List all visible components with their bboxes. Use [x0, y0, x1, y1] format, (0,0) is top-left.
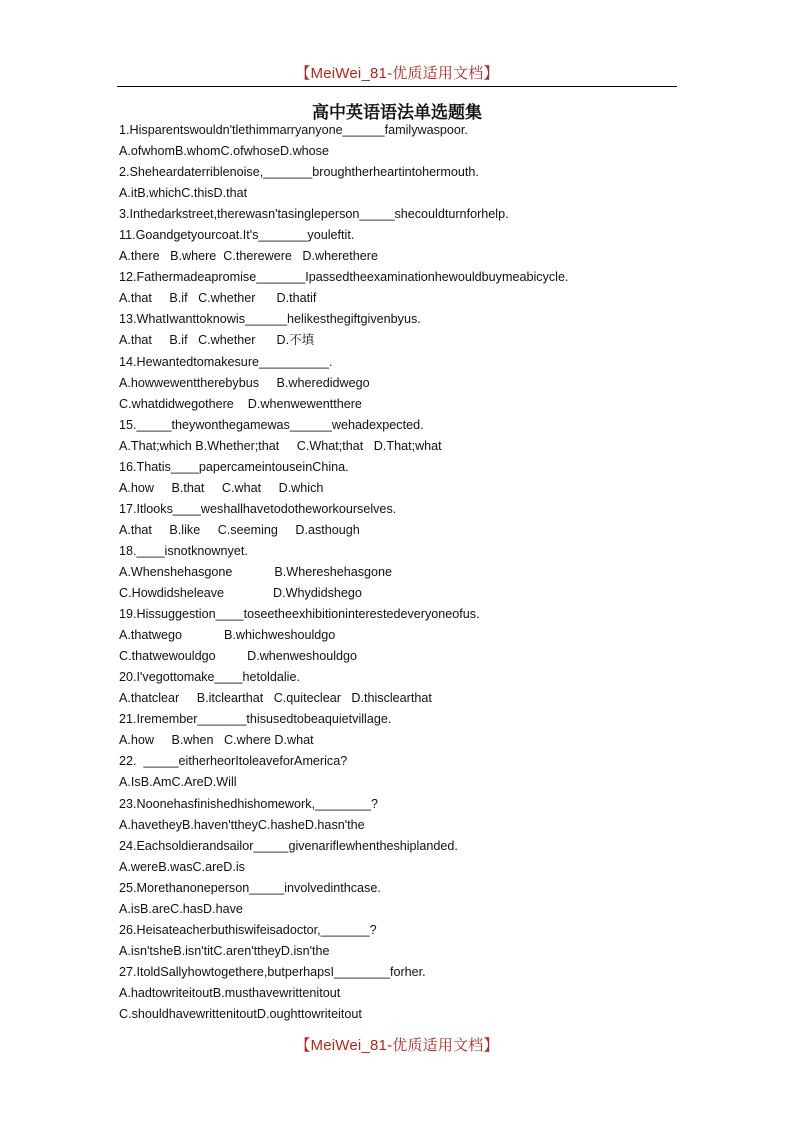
question-line: 14.Hewantedtomakesure__________.	[119, 354, 333, 369]
answer-options-line: A.how B.that C.what D.which	[119, 480, 324, 495]
answer-options-line: C.shouldhavewrittenitoutD.oughttowriteitout	[119, 1006, 362, 1021]
answer-options-line: A.That;which B.Whether;that C.What;that D.That;what	[119, 438, 442, 453]
question-line: 15._____theywonthegamewas______wehadexpected.	[119, 417, 424, 432]
question-line: 27.ItoldSallyhowtogethere,butperhapsI________forher.	[119, 964, 426, 979]
answer-options-line: A.IsB.AmC.AreD.Will	[119, 775, 237, 790]
answer-options-line: A.isn'tsheB.isn'titC.aren'ttheyD.isn'the	[119, 943, 330, 958]
question-line: 3.Inthedarkstreet,therewasn'tasingleperson_____shecouldturnforhelp.	[119, 207, 509, 222]
header-divider	[117, 86, 677, 87]
answer-options-line: A.Whenshehasgone B.Whereshehasgone	[119, 564, 393, 579]
answer-options-line: A.that B.if C.whether D.不填	[119, 333, 315, 348]
question-line: 1.Hisparentswouldn'tlethimmarryanyone______familywaspoor.	[119, 123, 468, 137]
question-line: 21.Iremember_______thisusedtobeaquietvillage.	[119, 712, 392, 727]
header-banner: 【MeiWei_81-优质适用文档】	[295, 65, 499, 82]
answer-options-line: A.that B.if C.whether D.thatif	[119, 291, 317, 306]
question-line: 11.Goandgetyourcoat.It's_______youleftit.	[119, 228, 355, 243]
question-line: 13.WhatIwanttoknowis______helikesthegiftgivenbyus.	[119, 312, 421, 327]
question-line: 19.Hissuggestion____toseetheexhibitioninterestedeveryoneofus.	[119, 607, 480, 622]
question-list	[119, 120, 689, 1025]
question-line: 26.Heisateacherbuthiswifeisadoctor,_______?	[119, 922, 377, 937]
footer-banner: 【MeiWei_81-优质适用文档】	[295, 1037, 499, 1054]
answer-options-line: C.whatdidwegothere D.whenwewentthere	[119, 396, 362, 411]
answer-options-line: A.thatclear B.itclearthat C.quiteclear D.thisclearthat	[119, 691, 432, 706]
question-line: 18.____isnotknownyet.	[119, 543, 248, 558]
question-line: 24.Eachsoldierandsailor_____givenariflewhentheshiplanded.	[119, 838, 458, 853]
answer-options-line: A.havetheyB.haven'ttheyC.hasheD.hasn'the	[119, 817, 365, 832]
answer-options-line: A.ofwhomB.whomC.ofwhoseD.whose	[119, 144, 329, 159]
answer-options-line: A.there B.where C.therewere D.wherethere	[119, 249, 378, 264]
question-line: 20.I'vegottomake____hetoldalie.	[119, 670, 300, 685]
question-line: 12.Fathermadeapromise_______Ipassedtheexaminationhewouldbuymeabicycle.	[119, 270, 569, 285]
answer-options-line: A.howwewenttherebybus B.wheredidwego	[119, 375, 370, 390]
answer-options-line: A.thatwego B.whichweshouldgo	[119, 628, 336, 643]
answer-options-line: A.how B.when C.where D.what	[119, 733, 314, 748]
document-title: 高中英语语法单选题集	[312, 103, 482, 123]
question-line: 22. _____eitherheorItoleaveforAmerica?	[119, 754, 348, 769]
answer-options-line: C.Howdidsheleave D.Whydidshego	[119, 586, 362, 601]
question-line: 25.Morethanoneperson_____involvedinthcase.	[119, 880, 381, 895]
answer-options-line: A.hadtowriteitoutB.musthavewrittenitout	[119, 985, 341, 1000]
answer-options-line: A.wereB.wasC.areD.is	[119, 859, 245, 874]
answer-options-line: A.isB.areC.hasD.have	[119, 901, 243, 916]
question-line: 16.Thatis____papercameintouseinChina.	[119, 459, 349, 474]
question-line: 23.Noonehasfinishedhishomework,________?	[119, 796, 379, 811]
question-line: 2.Sheheardaterriblenoise,_______broughtherheartintohermouth.	[119, 165, 479, 180]
question-line: 17.Itlooks____weshallhavetodotheworkourselves.	[119, 501, 397, 516]
answer-options-line: C.thatwewouldgo D.whenweshouldgo	[119, 649, 358, 664]
answer-options-line: A.itB.whichC.thisD.that	[119, 186, 248, 201]
answer-options-line: A.that B.like C.seeming D.asthough	[119, 522, 360, 537]
